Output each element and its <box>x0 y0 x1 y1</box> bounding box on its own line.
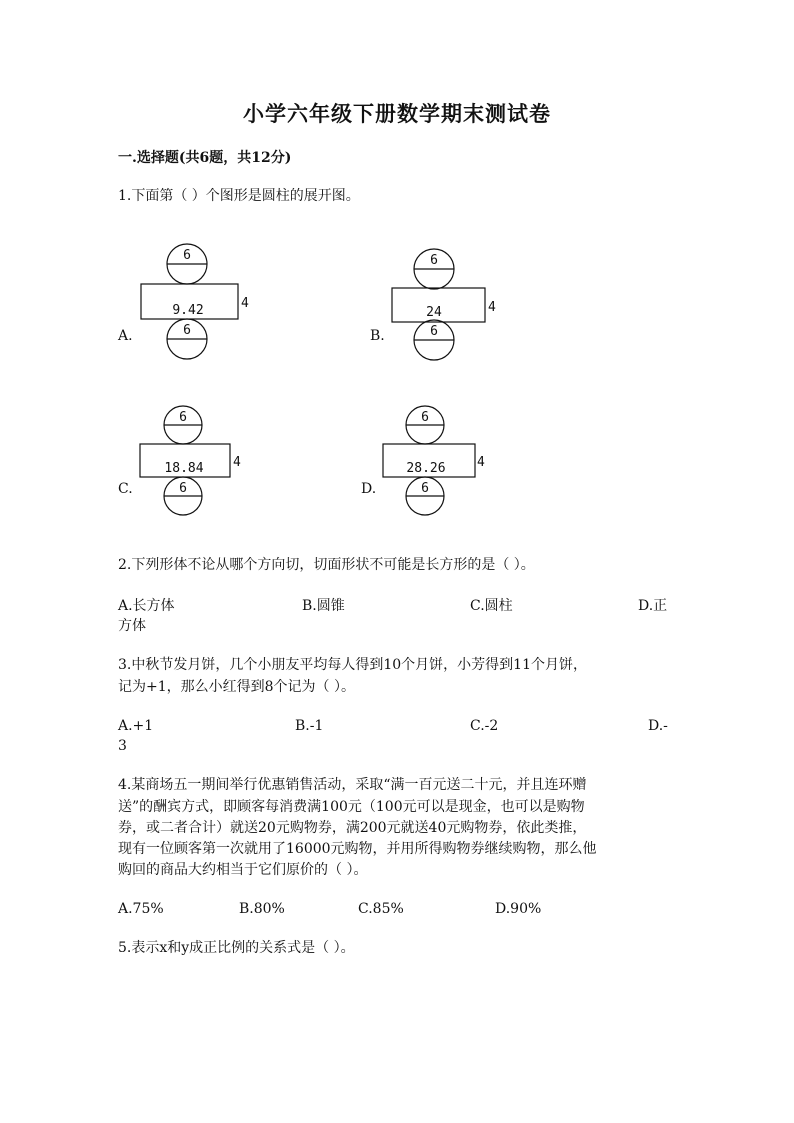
q2-option-d-wrap: 方体 <box>118 618 146 634</box>
question-4-line-5: 购回的商品大约相当于它们原价的（ ）。 <box>118 862 368 878</box>
bottom-diameter-label: 6 <box>179 481 187 496</box>
q3-option-c: C.-2 <box>470 718 499 734</box>
question-3-line-1: 3.中秋节发月饼，几个小朋友平均每人得到10个月饼，小芳得到11个月饼， <box>118 657 587 673</box>
q1-option-b-label: B. <box>370 328 385 344</box>
section-heading: 一.选择题(共6题，共12分) <box>118 150 292 166</box>
rectangle-length-label: 24 <box>426 305 442 320</box>
q3-option-d: D.- <box>648 718 668 734</box>
question-4-line-2: 送”的酬宾方式，即顾客每消费满100元（100元可以是现金，也可以是购物 <box>118 799 585 815</box>
rectangle-height-label: 4 <box>477 455 485 470</box>
page-title: 小学六年级下册数学期末测试卷 <box>243 101 551 126</box>
q3-option-d-wrap: 3 <box>118 738 127 754</box>
q1-option-c-cylinder-net <box>137 402 257 520</box>
question-1-stem: 1.下面第（ ）个图形是圆柱的展开图。 <box>118 188 360 204</box>
q3-option-b: B.-1 <box>295 718 324 734</box>
question-5-stem: 5.表示x和y成正比例的关系式是（ ）。 <box>118 940 355 956</box>
bottom-diameter-label: 6 <box>183 323 191 338</box>
q4-option-d: D.90% <box>495 901 542 917</box>
q1-option-c-label: C. <box>118 481 133 497</box>
bottom-diameter-label: 6 <box>430 324 438 339</box>
q4-option-c: C.85% <box>358 901 404 917</box>
top-diameter-label: 6 <box>421 410 429 425</box>
q2-option-a: A.长方体 <box>118 598 175 614</box>
q2-option-d: D.正 <box>638 598 668 614</box>
rectangle-height-label: 4 <box>241 296 249 311</box>
rectangle-height-label: 4 <box>233 455 241 470</box>
q4-option-a: A.75% <box>118 901 164 917</box>
q4-option-b: B.80% <box>239 901 285 917</box>
question-4-line-1: 4.某商场五一期间举行优惠销售活动，采取“满一百元送二十元，并且连环赠 <box>118 777 587 793</box>
q1-option-a-cylinder-net <box>138 240 258 362</box>
top-diameter-label: 6 <box>179 410 187 425</box>
question-4-line-3: 券，或二者合计）就送20元购物券，满200元就送40元购物券，依此类推， <box>118 820 587 836</box>
q2-option-b: B.圆锥 <box>302 598 345 614</box>
rectangle-length-label: 28.26 <box>406 461 446 476</box>
question-4-line-4: 现有一位顾客第一次就用了16000元购物，并用所得购物券继续购物，那么他 <box>118 841 597 857</box>
q2-option-c: C.圆柱 <box>470 598 513 614</box>
question-2-stem: 2.下列形体不论从哪个方向切，切面形状不可能是长方形的是（ ）。 <box>118 557 535 573</box>
rectangle-length-label: 9.42 <box>172 303 204 318</box>
q3-option-a: A.+1 <box>118 718 154 734</box>
q1-option-a-label: A. <box>118 328 133 344</box>
top-diameter-label: 6 <box>430 253 438 268</box>
top-diameter-label: 6 <box>183 248 191 263</box>
q1-option-d-label: D. <box>361 481 377 497</box>
q1-option-b-cylinder-net <box>389 245 509 367</box>
question-3-line-2: 记为+1，那么小红得到8个记为（ ）。 <box>118 679 355 695</box>
q1-option-d-cylinder-net <box>380 402 500 520</box>
rectangle-length-label: 18.84 <box>164 461 204 476</box>
rectangle-height-label: 4 <box>488 300 496 315</box>
bottom-diameter-label: 6 <box>421 481 429 496</box>
